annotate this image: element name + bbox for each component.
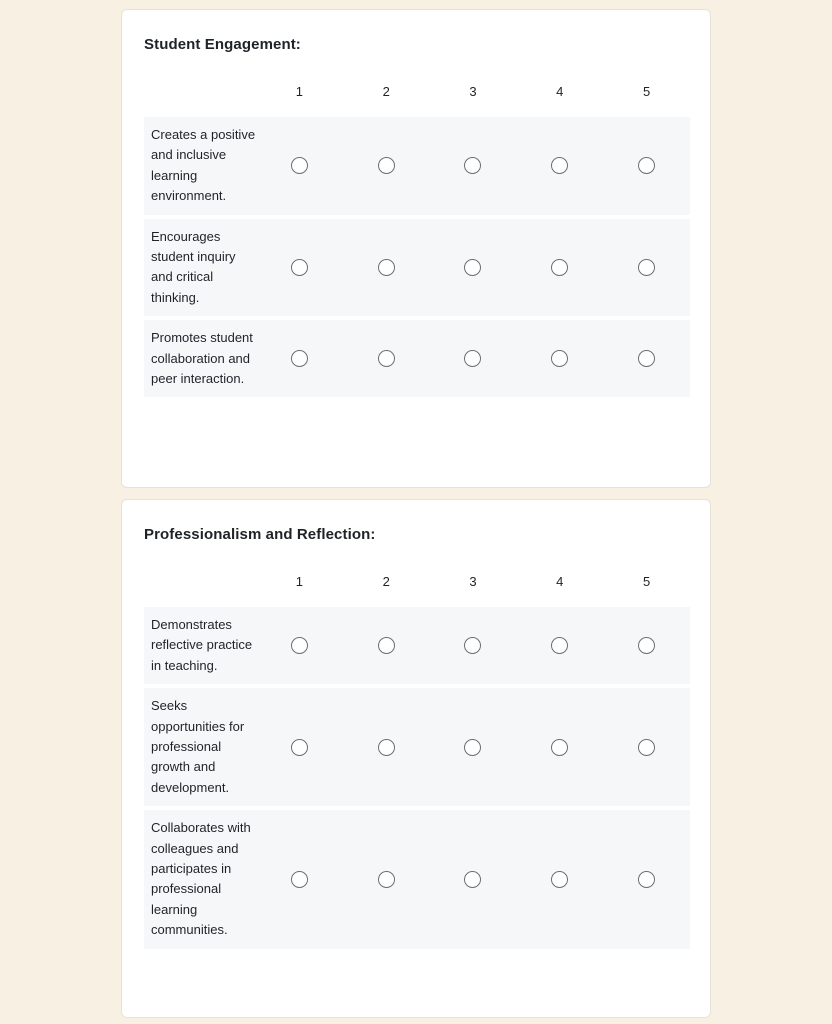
criterion-label: Promotes student collaboration and peer interaction. bbox=[151, 330, 253, 387]
rating-radio-1[interactable] bbox=[291, 637, 308, 654]
scale-label-4: 4 bbox=[556, 574, 564, 589]
rating-radio-5[interactable] bbox=[638, 637, 655, 654]
criterion-label: Collaborates with colleagues and participates in professional learning communities. bbox=[151, 820, 251, 938]
rating-rows bbox=[144, 117, 690, 401]
rating-radio-3[interactable] bbox=[464, 157, 481, 174]
rating-radio-3[interactable] bbox=[464, 259, 481, 276]
rating-radio-4[interactable] bbox=[551, 157, 568, 174]
rating-radio-2[interactable] bbox=[378, 157, 395, 174]
rating-radio-2[interactable] bbox=[378, 350, 395, 367]
rating-section-professionalism-and-reflection bbox=[121, 499, 711, 1018]
rating-radio-5[interactable] bbox=[638, 350, 655, 367]
rating-row bbox=[144, 219, 690, 317]
rating-radio-3[interactable] bbox=[464, 637, 481, 654]
scale-label-3: 3 bbox=[469, 84, 477, 99]
rating-radio-5[interactable] bbox=[638, 157, 655, 174]
scale-label-3: 3 bbox=[469, 574, 477, 589]
rating-radio-2[interactable] bbox=[378, 871, 395, 888]
scale-header-spacer bbox=[144, 574, 256, 594]
scale-label-1: 1 bbox=[295, 574, 304, 589]
rating-radio-4[interactable] bbox=[551, 350, 568, 367]
rating-radio-3[interactable] bbox=[464, 871, 481, 888]
rating-row bbox=[144, 607, 690, 684]
section-title: Student Engagement: bbox=[144, 36, 301, 53]
rating-radio-2[interactable] bbox=[378, 739, 395, 756]
rating-radio-4[interactable] bbox=[551, 739, 568, 756]
criterion-label: Demonstrates reflective practice in teaching. bbox=[151, 617, 253, 673]
rating-row bbox=[144, 320, 690, 397]
scale-label-2: 2 bbox=[382, 574, 390, 589]
rating-radio-4[interactable] bbox=[551, 259, 568, 276]
rating-radio-3[interactable] bbox=[464, 350, 481, 367]
criterion-label: Encourages student inquiry and critical thinking. bbox=[151, 228, 236, 305]
scale-label-5: 5 bbox=[642, 574, 651, 589]
rating-radio-2[interactable] bbox=[378, 259, 395, 276]
rating-row bbox=[144, 688, 690, 806]
rating-section-student-engagement bbox=[121, 9, 711, 488]
rating-radio-2[interactable] bbox=[378, 637, 395, 654]
rating-radio-1[interactable] bbox=[291, 739, 308, 756]
scale-label-4: 4 bbox=[556, 84, 564, 99]
rating-row bbox=[144, 810, 690, 948]
rating-radio-4[interactable] bbox=[551, 637, 568, 654]
rating-radio-1[interactable] bbox=[291, 259, 308, 276]
rating-row bbox=[144, 117, 690, 215]
scale-label-2: 2 bbox=[382, 84, 390, 99]
rating-scale-header bbox=[144, 84, 690, 104]
scale-label-5: 5 bbox=[642, 84, 651, 99]
rating-radio-4[interactable] bbox=[551, 871, 568, 888]
rating-radio-1[interactable] bbox=[291, 157, 308, 174]
rating-radio-1[interactable] bbox=[291, 350, 308, 367]
rating-scale-header bbox=[144, 574, 690, 594]
section-title: Professionalism and Reflection: bbox=[144, 526, 376, 543]
scale-header-spacer bbox=[144, 84, 256, 104]
scale-label-1: 1 bbox=[295, 84, 304, 99]
rating-rows bbox=[144, 607, 690, 953]
criterion-label: Creates a positive and inclusive learning environment. bbox=[151, 127, 256, 204]
rating-radio-1[interactable] bbox=[291, 871, 308, 888]
rating-radio-5[interactable] bbox=[638, 739, 655, 756]
rating-radio-5[interactable] bbox=[638, 259, 655, 276]
criterion-label: Seeks opportunities for professional growth and development. bbox=[151, 698, 245, 795]
rating-radio-5[interactable] bbox=[638, 871, 655, 888]
rating-radio-3[interactable] bbox=[464, 739, 481, 756]
